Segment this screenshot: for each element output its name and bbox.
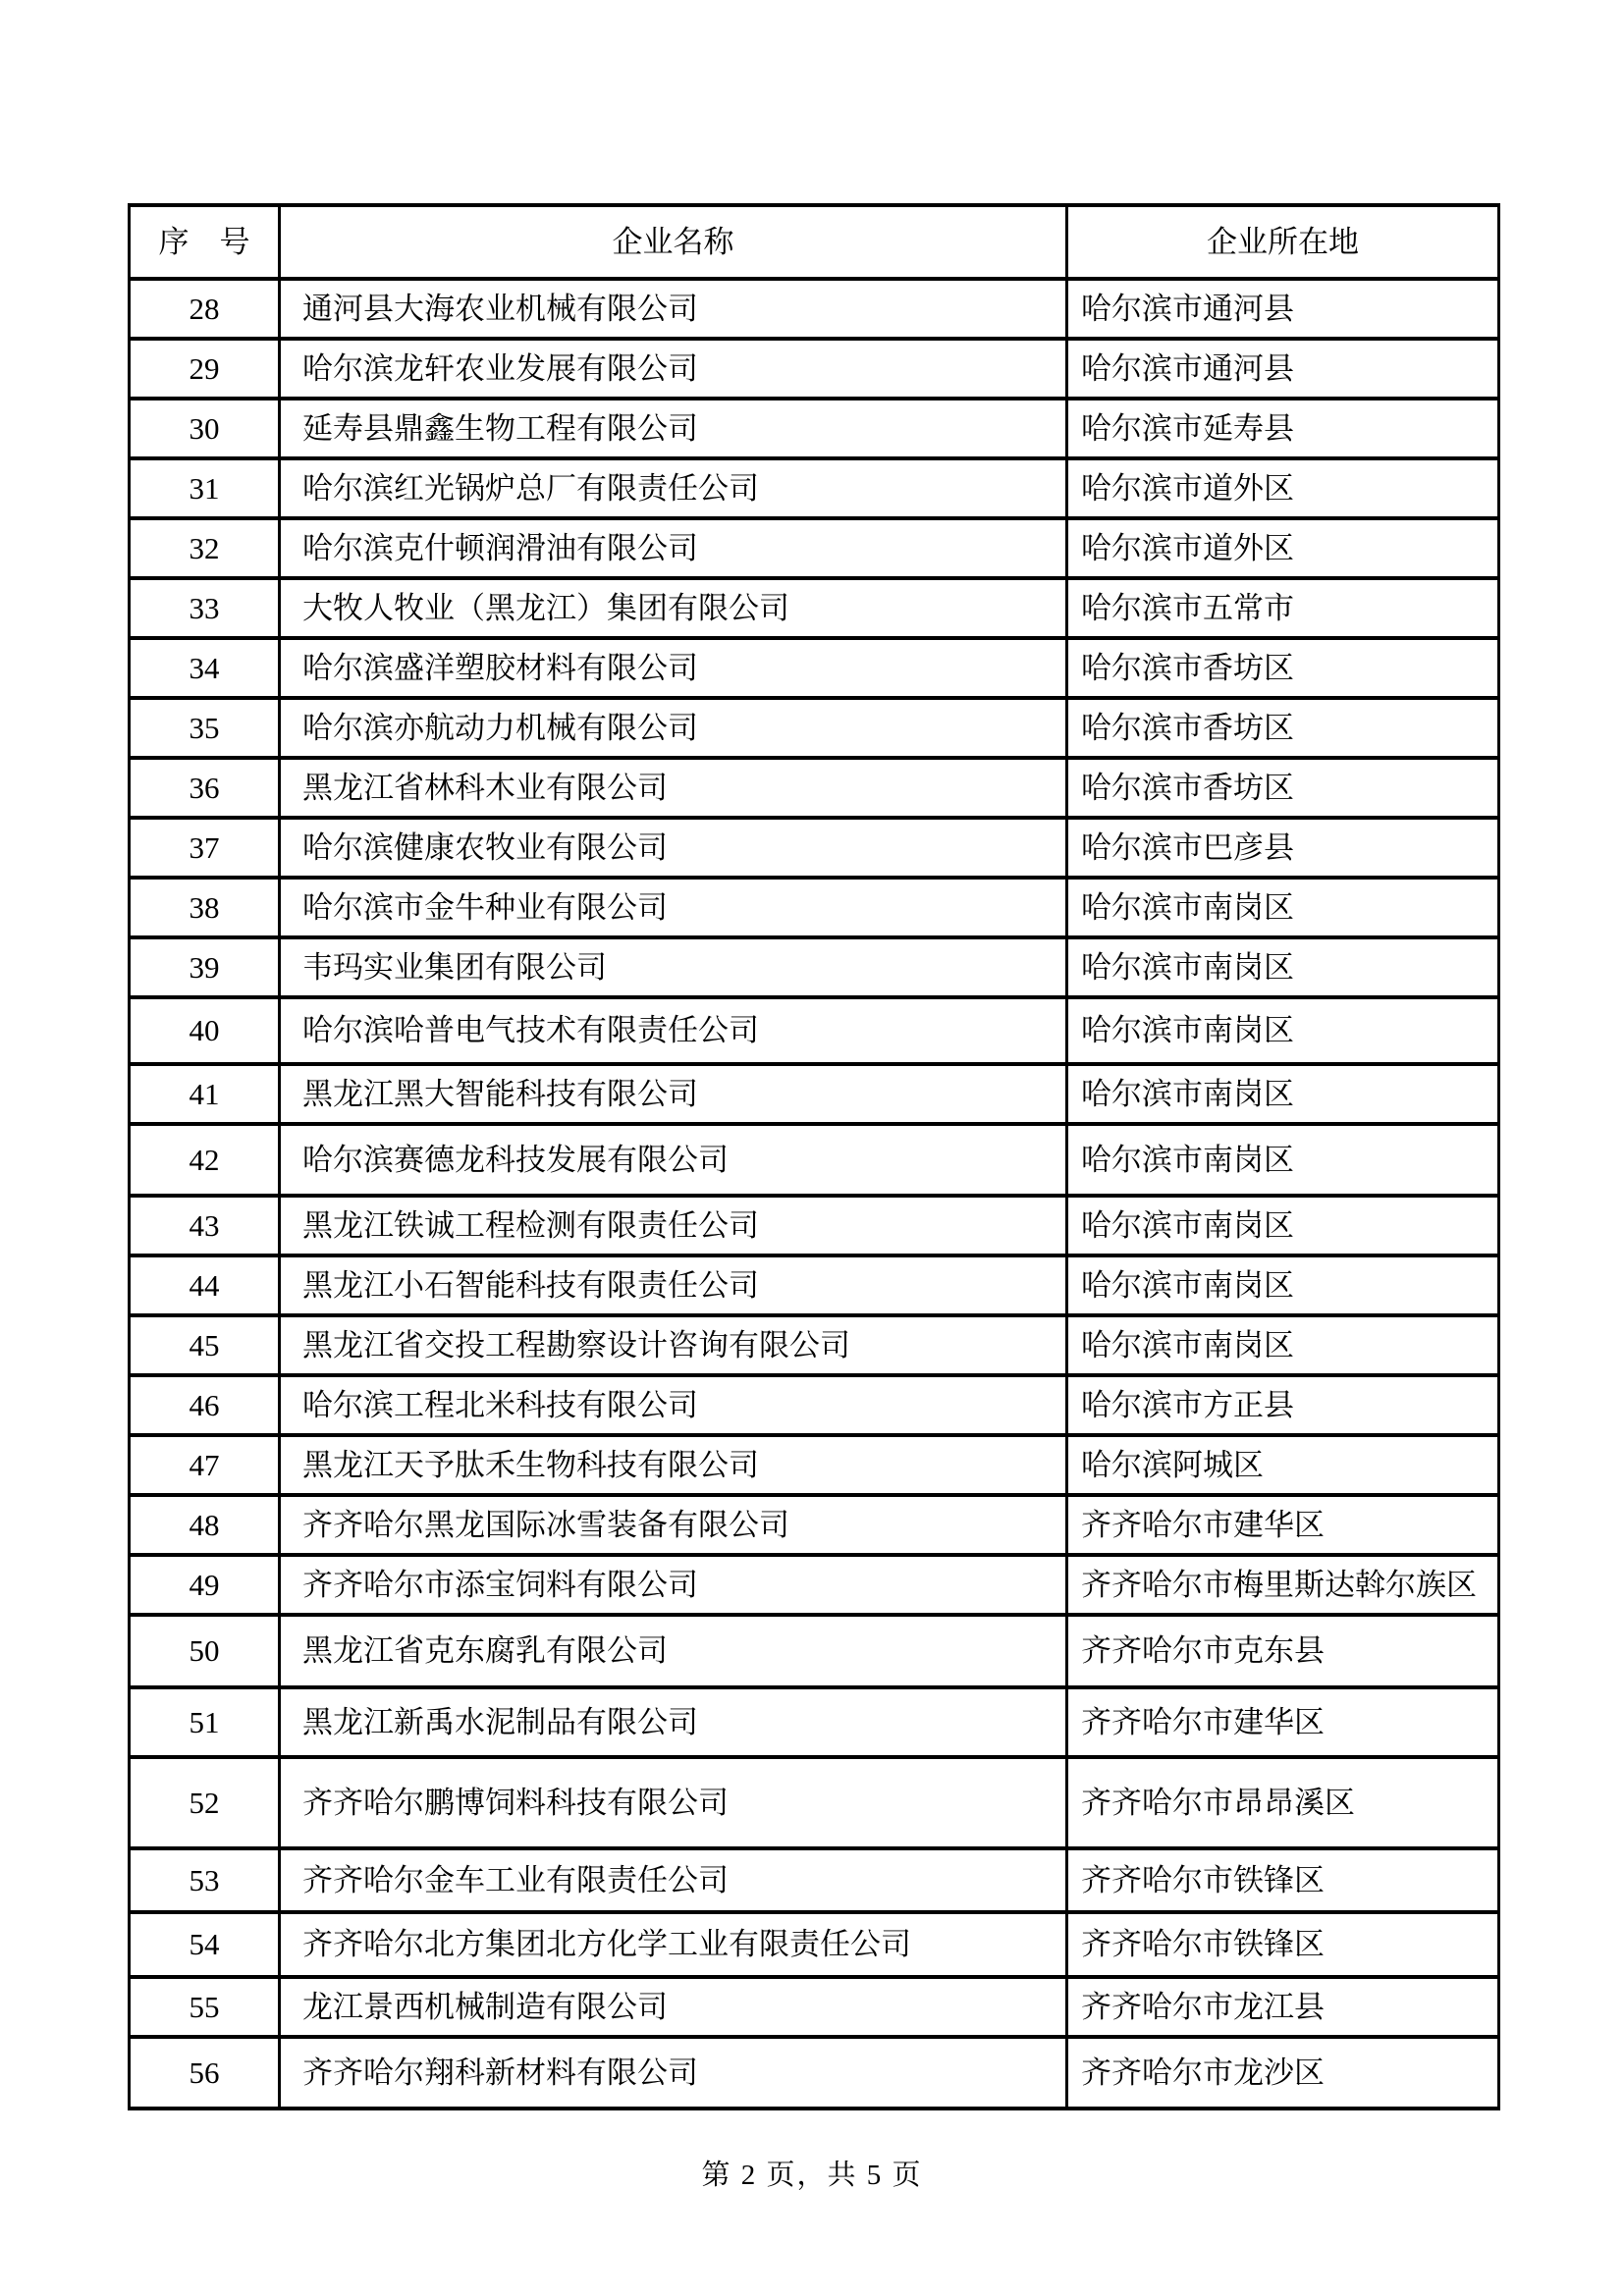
table-row xyxy=(130,878,1499,937)
company-name-cell: 齐齐哈尔鹏博饲料科技有限公司 xyxy=(280,1757,1067,1848)
company-name-cell: 哈尔滨哈普电气技术有限责任公司 xyxy=(280,997,1067,1064)
row-serial-number: 56 xyxy=(130,2037,280,2109)
company-name-cell: 延寿县鼎鑫生物工程有限公司 xyxy=(280,399,1067,458)
company-name-cell: 哈尔滨盛洋塑胶材料有限公司 xyxy=(280,638,1067,698)
company-name-cell: 黑龙江小石智能科技有限责任公司 xyxy=(280,1255,1067,1315)
company-name-cell: 黑龙江天予肽禾生物科技有限公司 xyxy=(280,1435,1067,1495)
table-row xyxy=(130,458,1499,518)
company-location-cell: 哈尔滨市南岗区 xyxy=(1067,1064,1499,1124)
table-row xyxy=(130,518,1499,578)
company-location-cell: 哈尔滨市南岗区 xyxy=(1067,937,1499,997)
row-serial-number: 38 xyxy=(130,878,280,937)
company-location-cell: 哈尔滨市南岗区 xyxy=(1067,1255,1499,1315)
header-company-name: 企业名称 xyxy=(280,205,1067,279)
table-row xyxy=(130,698,1499,758)
company-name-cell: 黑龙江省克东腐乳有限公司 xyxy=(280,1615,1067,1687)
row-serial-number: 42 xyxy=(130,1124,280,1196)
company-name-cell: 黑龙江省林科木业有限公司 xyxy=(280,758,1067,818)
table-row xyxy=(130,1255,1499,1315)
table-row xyxy=(130,339,1499,399)
table-row xyxy=(130,1687,1499,1757)
table-row xyxy=(130,2037,1499,2109)
row-serial-number: 44 xyxy=(130,1255,280,1315)
row-serial-number: 54 xyxy=(130,1912,280,1977)
row-serial-number: 47 xyxy=(130,1435,280,1495)
table-row xyxy=(130,937,1499,997)
header-serial-number: 序 号 xyxy=(130,205,280,279)
row-serial-number: 40 xyxy=(130,997,280,1064)
company-name-cell: 黑龙江黑大智能科技有限公司 xyxy=(280,1064,1067,1124)
table-row xyxy=(130,1315,1499,1375)
table-row xyxy=(130,638,1499,698)
company-name-cell: 哈尔滨赛德龙科技发展有限公司 xyxy=(280,1124,1067,1196)
table-row xyxy=(130,1977,1499,2037)
company-name-cell: 哈尔滨健康农牧业有限公司 xyxy=(280,818,1067,878)
company-name-cell: 齐齐哈尔北方集团北方化学工业有限责任公司 xyxy=(280,1912,1067,1977)
company-location-cell: 齐齐哈尔市龙沙区 xyxy=(1067,2037,1499,2109)
table-row xyxy=(130,818,1499,878)
table-row xyxy=(130,1495,1499,1555)
row-serial-number: 37 xyxy=(130,818,280,878)
company-location-cell: 齐齐哈尔市梅里斯达斡尔族区 xyxy=(1067,1555,1499,1615)
row-serial-number: 35 xyxy=(130,698,280,758)
company-location-cell: 哈尔滨市香坊区 xyxy=(1067,758,1499,818)
row-serial-number: 31 xyxy=(130,458,280,518)
table-row xyxy=(130,1435,1499,1495)
table-body xyxy=(130,279,1499,2109)
row-serial-number: 51 xyxy=(130,1687,280,1757)
company-location-cell: 哈尔滨市南岗区 xyxy=(1067,1124,1499,1196)
table-row xyxy=(130,1124,1499,1196)
row-serial-number: 45 xyxy=(130,1315,280,1375)
table-row xyxy=(130,1757,1499,1848)
row-serial-number: 28 xyxy=(130,279,280,339)
row-serial-number: 29 xyxy=(130,339,280,399)
row-serial-number: 53 xyxy=(130,1848,280,1912)
table-row xyxy=(130,1848,1499,1912)
company-name-cell: 哈尔滨克什顿润滑油有限公司 xyxy=(280,518,1067,578)
company-location-cell: 哈尔滨市五常市 xyxy=(1067,578,1499,638)
row-serial-number: 46 xyxy=(130,1375,280,1435)
header-row xyxy=(130,205,1499,279)
company-name-cell: 大牧人牧业（黑龙江）集团有限公司 xyxy=(280,578,1067,638)
company-name-cell: 黑龙江省交投工程勘察设计咨询有限公司 xyxy=(280,1315,1067,1375)
company-location-cell: 哈尔滨市香坊区 xyxy=(1067,638,1499,698)
company-location-cell: 齐齐哈尔市昂昂溪区 xyxy=(1067,1757,1499,1848)
company-name-cell: 齐齐哈尔黑龙国际冰雪装备有限公司 xyxy=(280,1495,1067,1555)
company-table xyxy=(128,203,1500,2110)
table-row xyxy=(130,1375,1499,1435)
company-name-cell: 通河县大海农业机械有限公司 xyxy=(280,279,1067,339)
company-location-cell: 哈尔滨市南岗区 xyxy=(1067,1196,1499,1255)
company-location-cell: 哈尔滨市南岗区 xyxy=(1067,997,1499,1064)
header-company-location: 企业所在地 xyxy=(1067,205,1499,279)
page-footer: 第 2 页，共 5 页 xyxy=(701,2160,923,2191)
row-serial-number: 55 xyxy=(130,1977,280,2037)
company-name-cell: 黑龙江新禹水泥制品有限公司 xyxy=(280,1687,1067,1757)
table-row xyxy=(130,758,1499,818)
table-row xyxy=(130,279,1499,339)
row-serial-number: 41 xyxy=(130,1064,280,1124)
company-location-cell: 哈尔滨市道外区 xyxy=(1067,458,1499,518)
company-location-cell: 齐齐哈尔市建华区 xyxy=(1067,1495,1499,1555)
table-row xyxy=(130,997,1499,1064)
row-serial-number: 52 xyxy=(130,1757,280,1848)
table-row xyxy=(130,399,1499,458)
company-location-cell: 齐齐哈尔市建华区 xyxy=(1067,1687,1499,1757)
company-location-cell: 齐齐哈尔市铁锋区 xyxy=(1067,1912,1499,1977)
company-name-cell: 齐齐哈尔金车工业有限责任公司 xyxy=(280,1848,1067,1912)
row-serial-number: 34 xyxy=(130,638,280,698)
row-serial-number: 39 xyxy=(130,937,280,997)
row-serial-number: 48 xyxy=(130,1495,280,1555)
company-name-cell: 哈尔滨市金牛种业有限公司 xyxy=(280,878,1067,937)
company-location-cell: 哈尔滨市香坊区 xyxy=(1067,698,1499,758)
company-location-cell: 齐齐哈尔市龙江县 xyxy=(1067,1977,1499,2037)
table-row xyxy=(130,1196,1499,1255)
company-name-cell: 哈尔滨龙轩农业发展有限公司 xyxy=(280,339,1067,399)
row-serial-number: 33 xyxy=(130,578,280,638)
company-name-cell: 哈尔滨工程北米科技有限公司 xyxy=(280,1375,1067,1435)
company-location-cell: 哈尔滨市道外区 xyxy=(1067,518,1499,578)
company-name-cell: 哈尔滨红光锅炉总厂有限责任公司 xyxy=(280,458,1067,518)
table-row xyxy=(130,578,1499,638)
company-name-cell: 龙江景西机械制造有限公司 xyxy=(280,1977,1067,2037)
company-name-cell: 韦玛实业集团有限公司 xyxy=(280,937,1067,997)
row-serial-number: 32 xyxy=(130,518,280,578)
company-location-cell: 哈尔滨市南岗区 xyxy=(1067,878,1499,937)
company-location-cell: 哈尔滨市通河县 xyxy=(1067,339,1499,399)
table-row xyxy=(130,1615,1499,1687)
company-location-cell: 齐齐哈尔市克东县 xyxy=(1067,1615,1499,1687)
table-row xyxy=(130,1912,1499,1977)
row-serial-number: 36 xyxy=(130,758,280,818)
company-location-cell: 哈尔滨市方正县 xyxy=(1067,1375,1499,1435)
table-row xyxy=(130,1064,1499,1124)
table-row xyxy=(130,1555,1499,1615)
row-serial-number: 49 xyxy=(130,1555,280,1615)
company-location-cell: 哈尔滨市南岗区 xyxy=(1067,1315,1499,1375)
company-location-cell: 齐齐哈尔市铁锋区 xyxy=(1067,1848,1499,1912)
company-name-cell: 哈尔滨亦航动力机械有限公司 xyxy=(280,698,1067,758)
table-header xyxy=(130,205,1499,279)
row-serial-number: 43 xyxy=(130,1196,280,1255)
company-location-cell: 哈尔滨市通河县 xyxy=(1067,279,1499,339)
company-name-cell: 齐齐哈尔翔科新材料有限公司 xyxy=(280,2037,1067,2109)
company-location-cell: 哈尔滨市延寿县 xyxy=(1067,399,1499,458)
company-name-cell: 齐齐哈尔市添宝饲料有限公司 xyxy=(280,1555,1067,1615)
row-serial-number: 30 xyxy=(130,399,280,458)
company-location-cell: 哈尔滨阿城区 xyxy=(1067,1435,1499,1495)
company-location-cell: 哈尔滨市巴彦县 xyxy=(1067,818,1499,878)
company-name-cell: 黑龙江铁诚工程检测有限责任公司 xyxy=(280,1196,1067,1255)
row-serial-number: 50 xyxy=(130,1615,280,1687)
